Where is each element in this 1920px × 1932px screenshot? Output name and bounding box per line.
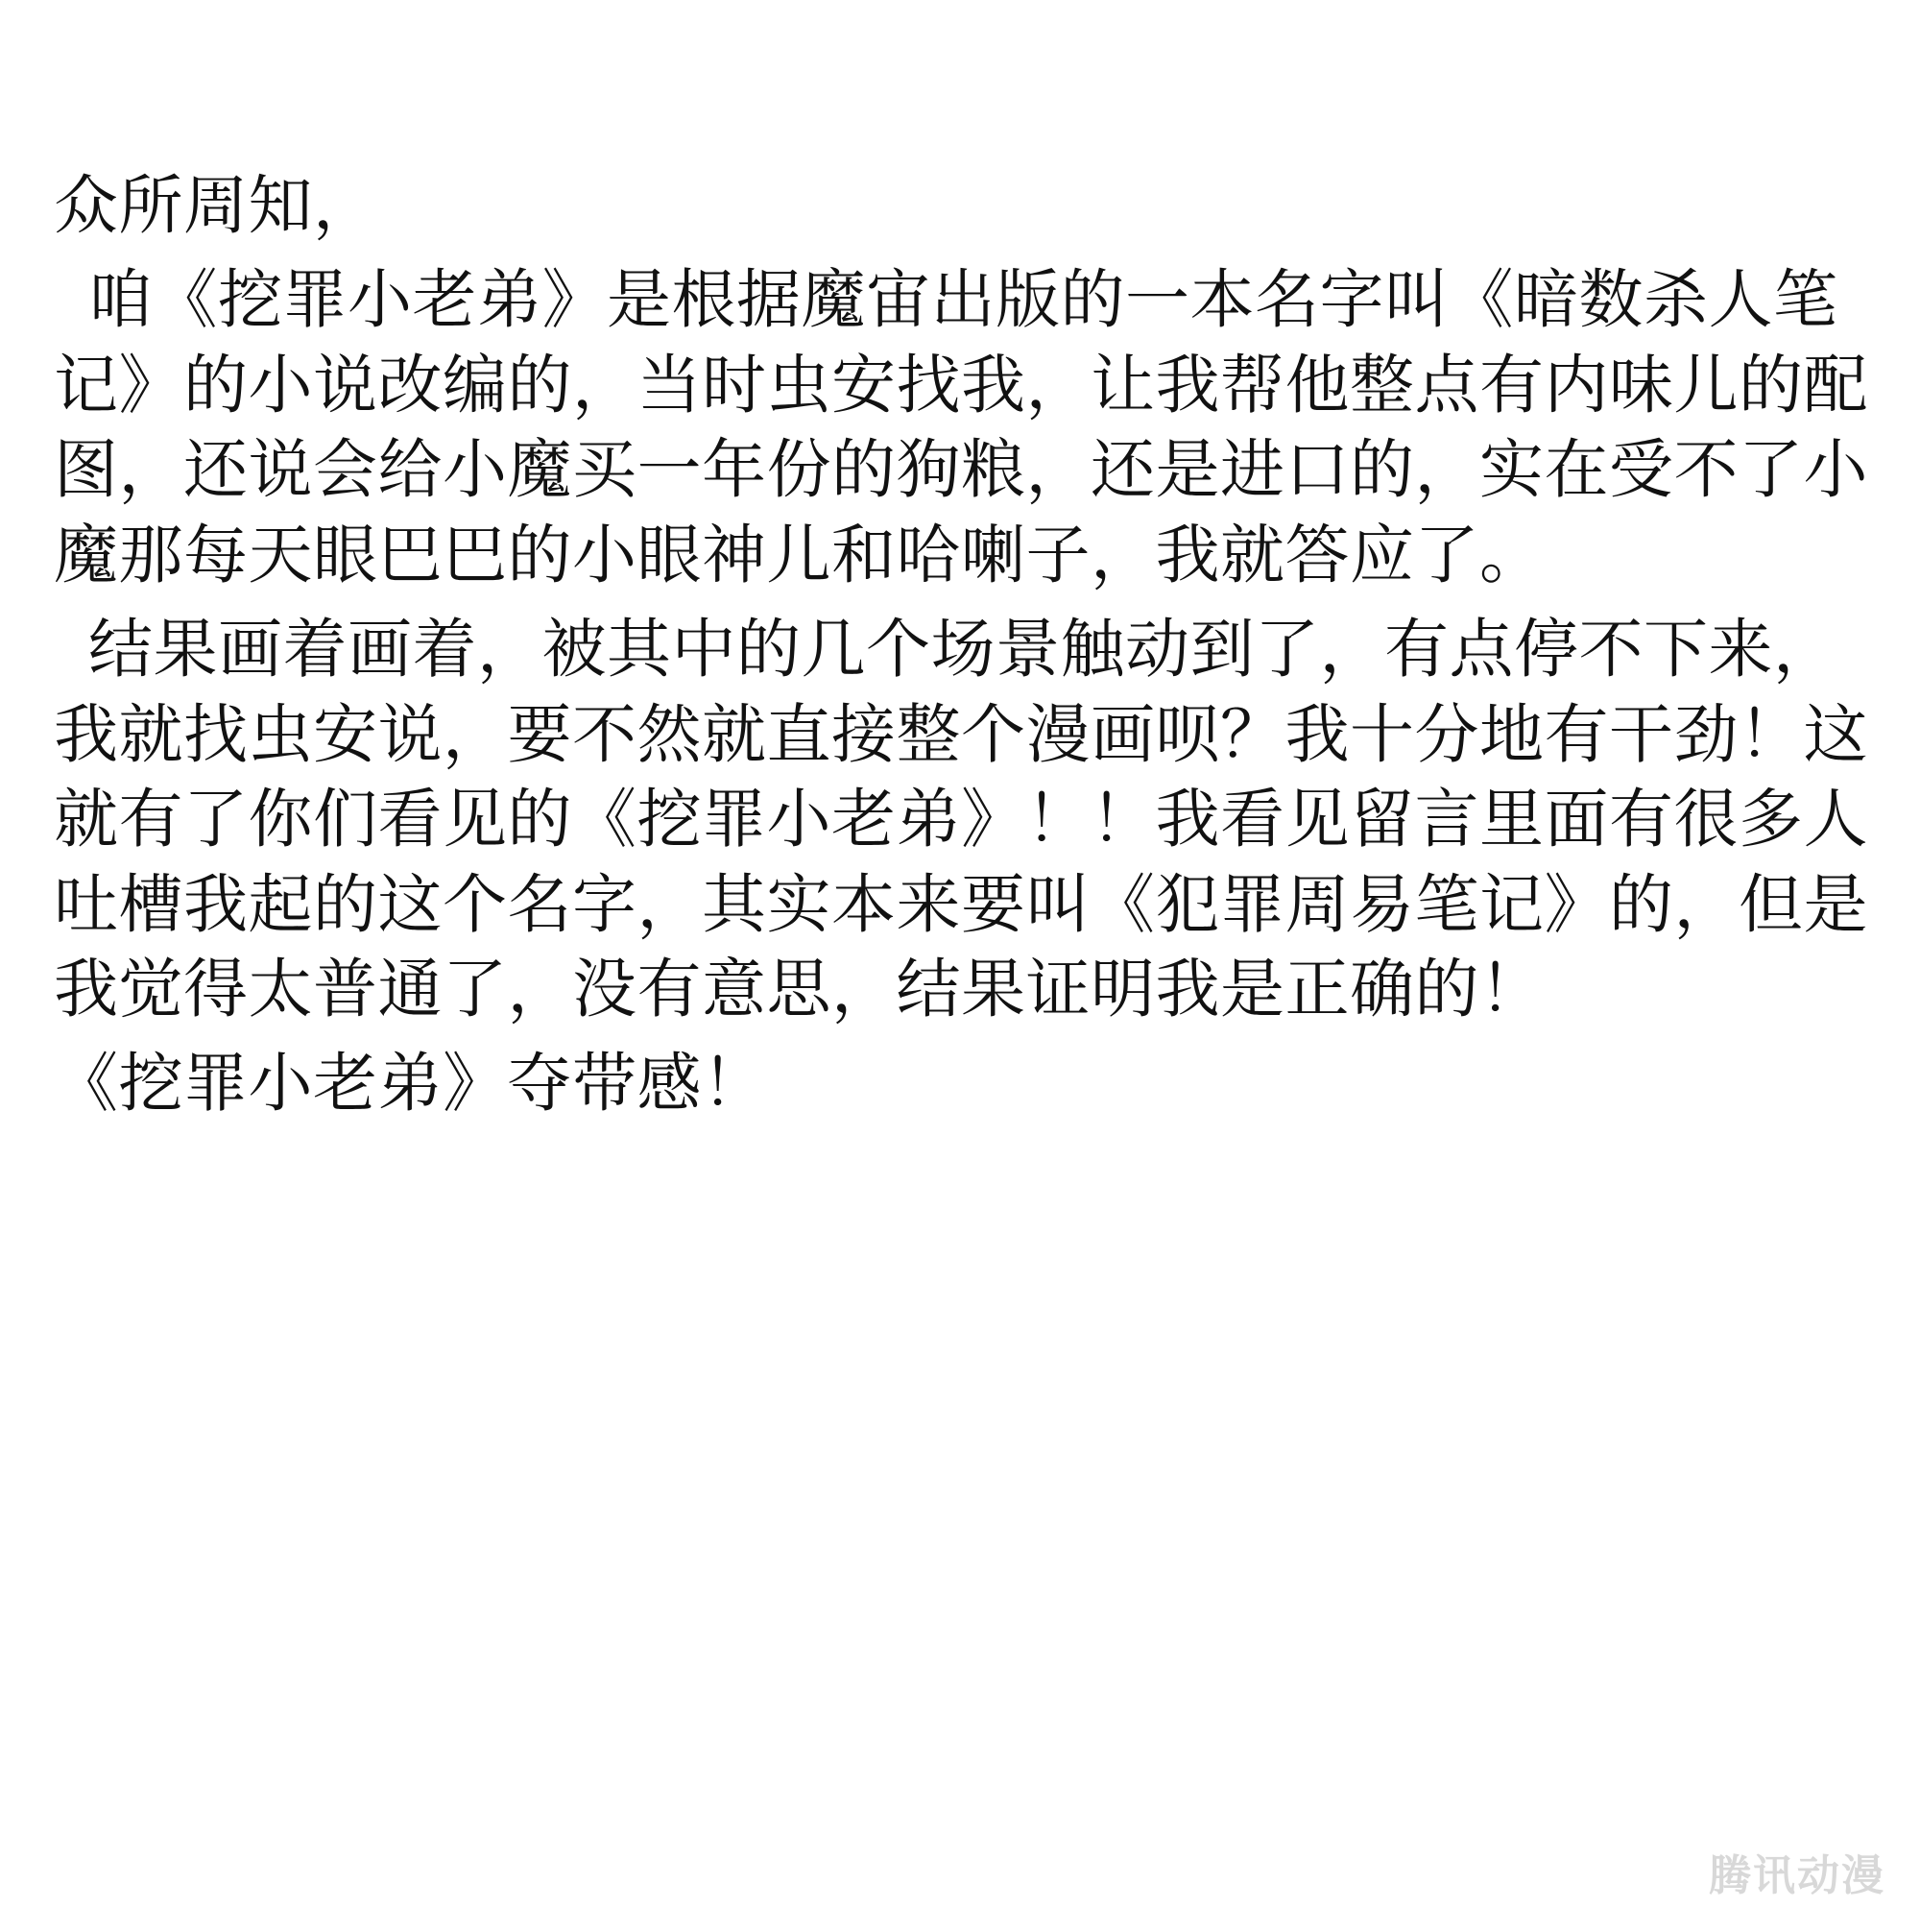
tencent-comic-watermark: 腾讯动漫 [1709,1851,1885,1900]
note-paragraph-4: 《挖罪小老弟》夺带感！ [54,1046,767,1122]
author-note-block [54,163,1868,1136]
note-paragraph-2: 咱《挖罪小老弟》是根据魔宙出版的一本名字叫《暗数杀人笔记》的小说改编的，当时虫安找我，让我帮他整点有内味儿的配图，还说会给小魔买一年份的狗粮，还是进口的，实在受不了小魔那每天眼巴巴的小眼神儿和哈喇子，我就答应了。 [54,262,1868,592]
note-paragraph-3: 结果画着画着，被其中的几个场景触动到了，有点停不下来，我就找虫安说，要不然就直接整个漫画呗？我十分地有干劲！这就有了你们看见的《挖罪小老弟》！！我看见留言里面有很多人吐槽我起的这个名字，其实本来要叫《犯罪周易笔记》的，但是我觉得太普通了，没有意思，结果证明我是正确的！ [54,612,1868,1026]
note-paragraph-1: 众所周知， [54,168,378,243]
